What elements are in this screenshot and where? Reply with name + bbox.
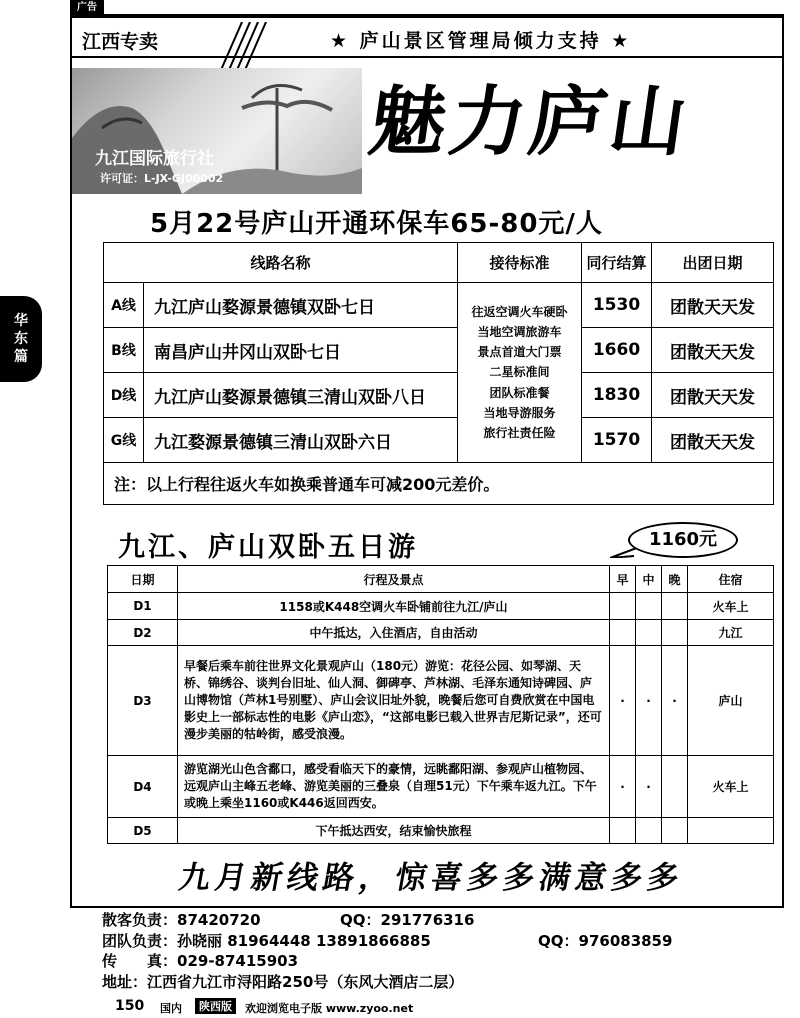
itinerary-desc: 1158或K448空调火车卧铺前往九江/庐山 xyxy=(178,593,610,620)
meal-dinner xyxy=(662,818,688,844)
standard-item: 景点首道大门票 xyxy=(477,345,562,360)
main-title: 魅力庐山 xyxy=(363,77,697,166)
meal-breakfast xyxy=(610,620,636,646)
contact-phone: 87420720 xyxy=(177,911,261,929)
standard-item: 二星标准间 xyxy=(489,365,550,380)
table-row xyxy=(108,646,774,756)
itinerary-day: D3 xyxy=(108,646,178,756)
license-number: 许可证：L-JX-GJ00002 xyxy=(100,172,224,185)
side-tab-char: 东 xyxy=(14,331,28,347)
col-header-day: 日期 xyxy=(108,566,178,593)
side-tab-char: 华 xyxy=(14,313,28,329)
route-name: 九江婺源景德镇三清山双卧六日 xyxy=(144,418,458,463)
itinerary-lodging xyxy=(688,818,774,844)
table-row xyxy=(104,328,774,373)
table-row xyxy=(108,620,774,646)
contact-label: 地址： xyxy=(102,973,148,991)
table-row xyxy=(104,463,774,505)
sponsor-slogan: ★ 庐山景区管理局倾力支持 ★ xyxy=(330,30,632,52)
route-price: 1530 xyxy=(582,283,652,328)
route-code: B线 xyxy=(104,328,144,373)
meal-dinner: · xyxy=(662,646,688,756)
meal-lunch: · xyxy=(636,756,662,818)
table-header-row xyxy=(104,243,774,283)
header-divider xyxy=(72,56,782,58)
contact-value: 江西省九江市浔阳路250号（东风大酒店二层） xyxy=(147,973,464,991)
standard-item: 团队标准餐 xyxy=(489,385,550,400)
standard-item: 当地导游服务 xyxy=(483,405,556,420)
contact-label: 团队负责： xyxy=(102,932,178,950)
tour-title: 九江、庐山双卧五日游 xyxy=(118,532,418,563)
route-name: 九江庐山婺源景德镇双卧七日 xyxy=(144,283,458,328)
table-row xyxy=(104,373,774,418)
route-code: G线 xyxy=(104,418,144,463)
contact-team xyxy=(102,931,431,951)
col-header-breakfast: 早 xyxy=(610,566,636,593)
meal-dinner xyxy=(662,593,688,620)
col-header-departure: 出团日期 xyxy=(652,243,774,283)
col-header-itinerary: 行程及景点 xyxy=(178,566,610,593)
itinerary-desc: 下午抵达西安，结束愉快旅程 xyxy=(178,818,610,844)
ad-tag: 广告 xyxy=(70,0,104,15)
itinerary-desc: 中午抵达，入住酒店，自由活动 xyxy=(178,620,610,646)
contact-address xyxy=(102,972,463,992)
contact-qq-1: QQ：291776316 xyxy=(340,911,475,929)
itinerary-day: D1 xyxy=(108,593,178,620)
table-row xyxy=(108,593,774,620)
footer-site: 欢迎浏览电子版 www.zyoo.net xyxy=(245,1002,414,1015)
col-header-dinner: 晚 xyxy=(662,566,688,593)
eco-bus-headline: 5月22号庐山开通环保车65-80元/人 xyxy=(150,209,603,239)
route-departure: 团散天天发 xyxy=(652,328,774,373)
standard-item: 当地空调旅游车 xyxy=(477,324,562,339)
page-number: 150 xyxy=(115,998,145,1014)
routes-table xyxy=(103,242,774,505)
route-price: 1570 xyxy=(582,418,652,463)
itinerary-day: D4 xyxy=(108,756,178,818)
footer-domestic: 国内 xyxy=(160,1002,182,1015)
itinerary-lodging: 九江 xyxy=(688,620,774,646)
col-header-lodging: 住宿 xyxy=(688,566,774,593)
col-header-lunch: 中 xyxy=(636,566,662,593)
route-price: 1660 xyxy=(582,328,652,373)
table-row xyxy=(108,756,774,818)
itinerary-lodging: 庐山 xyxy=(688,646,774,756)
price-note: 注：以上行程往返火车如换乘普通车可减200元差价。 xyxy=(104,463,774,505)
route-departure: 团散天天发 xyxy=(652,283,774,328)
route-code: D线 xyxy=(104,373,144,418)
tour-price-bubble: 1160元 xyxy=(628,522,738,558)
contact-qq-2: QQ：976083859 xyxy=(538,932,673,950)
table-row xyxy=(108,818,774,844)
col-header-price: 同行结算 xyxy=(582,243,652,283)
col-header-standard: 接待标准 xyxy=(458,243,582,283)
itinerary-day: D2 xyxy=(108,620,178,646)
contact-individual xyxy=(102,910,261,930)
route-name: 九江庐山婺源景德镇三清山双卧八日 xyxy=(144,373,458,418)
itinerary-day: D5 xyxy=(108,818,178,844)
itinerary-lodging: 火车上 xyxy=(688,756,774,818)
meal-breakfast: · xyxy=(610,756,636,818)
meal-lunch xyxy=(636,620,662,646)
side-tab-char: 篇 xyxy=(14,349,28,365)
meal-lunch xyxy=(636,818,662,844)
meal-dinner xyxy=(662,620,688,646)
section-side-tab xyxy=(0,296,42,382)
itinerary-desc: 游览湖光山色含鄱口，感受看临天下的豪情，远眺鄱阳湖、参观庐山植物园、远观庐山主峰五老峰、游览美丽的三叠泉（自理51元）下午乘车返九江。下午或晚上乘坐1160或K446返回西安。 xyxy=(178,756,610,818)
contact-label: 传 真： xyxy=(102,952,178,970)
route-name: 南昌庐山井冈山双卧七日 xyxy=(144,328,458,373)
meal-breakfast xyxy=(610,818,636,844)
table-row xyxy=(104,418,774,463)
region-label: 江西专卖 xyxy=(82,31,159,53)
route-price: 1830 xyxy=(582,373,652,418)
col-header-route: 线路名称 xyxy=(104,243,458,283)
route-departure: 团散天天发 xyxy=(652,418,774,463)
service-standards xyxy=(458,283,582,463)
contact-value: 孙晓丽 81964448 13891866885 xyxy=(177,932,431,950)
meal-lunch xyxy=(636,593,662,620)
meal-breakfast xyxy=(610,593,636,620)
footer-brand: 陕西版 xyxy=(195,998,236,1014)
bottom-slogan: 九月新线路，惊喜多多满意多多 xyxy=(176,860,687,896)
meal-dinner xyxy=(662,756,688,818)
route-departure: 团散天天发 xyxy=(652,373,774,418)
table-header-row xyxy=(108,566,774,593)
itinerary-lodging: 火车上 xyxy=(688,593,774,620)
agency-name: 九江国际旅行社 xyxy=(95,149,214,169)
route-code: A线 xyxy=(104,283,144,328)
standard-item: 旅行社责任险 xyxy=(483,426,556,440)
contact-fax xyxy=(102,951,298,971)
itinerary-table xyxy=(107,565,774,844)
meal-lunch: · xyxy=(636,646,662,756)
itinerary-desc: 早餐后乘车前往世界文化景观庐山（180元）游览：花径公园、如琴湖、天桥、锦绣谷、谈判台旧址、仙人洞、御碑亭、芦林湖、毛泽东通知诗碑园、庐山博物馆（芦林1号别墅）、庐山会议旧址外貌，晚餐后您可自费欣赏在中国电影史上一部标志性的电影《庐山恋》，“这部电影已载入世界吉尼斯记录”，还可漫步美丽的牯岭街，感受浪漫。 xyxy=(178,646,610,756)
contact-label: 散客负责： xyxy=(102,911,178,929)
meal-breakfast: · xyxy=(610,646,636,756)
standard-item: 往返空调火车硬卧 xyxy=(471,304,568,319)
table-row xyxy=(104,283,774,328)
contact-value: 029-87415903 xyxy=(177,952,299,970)
